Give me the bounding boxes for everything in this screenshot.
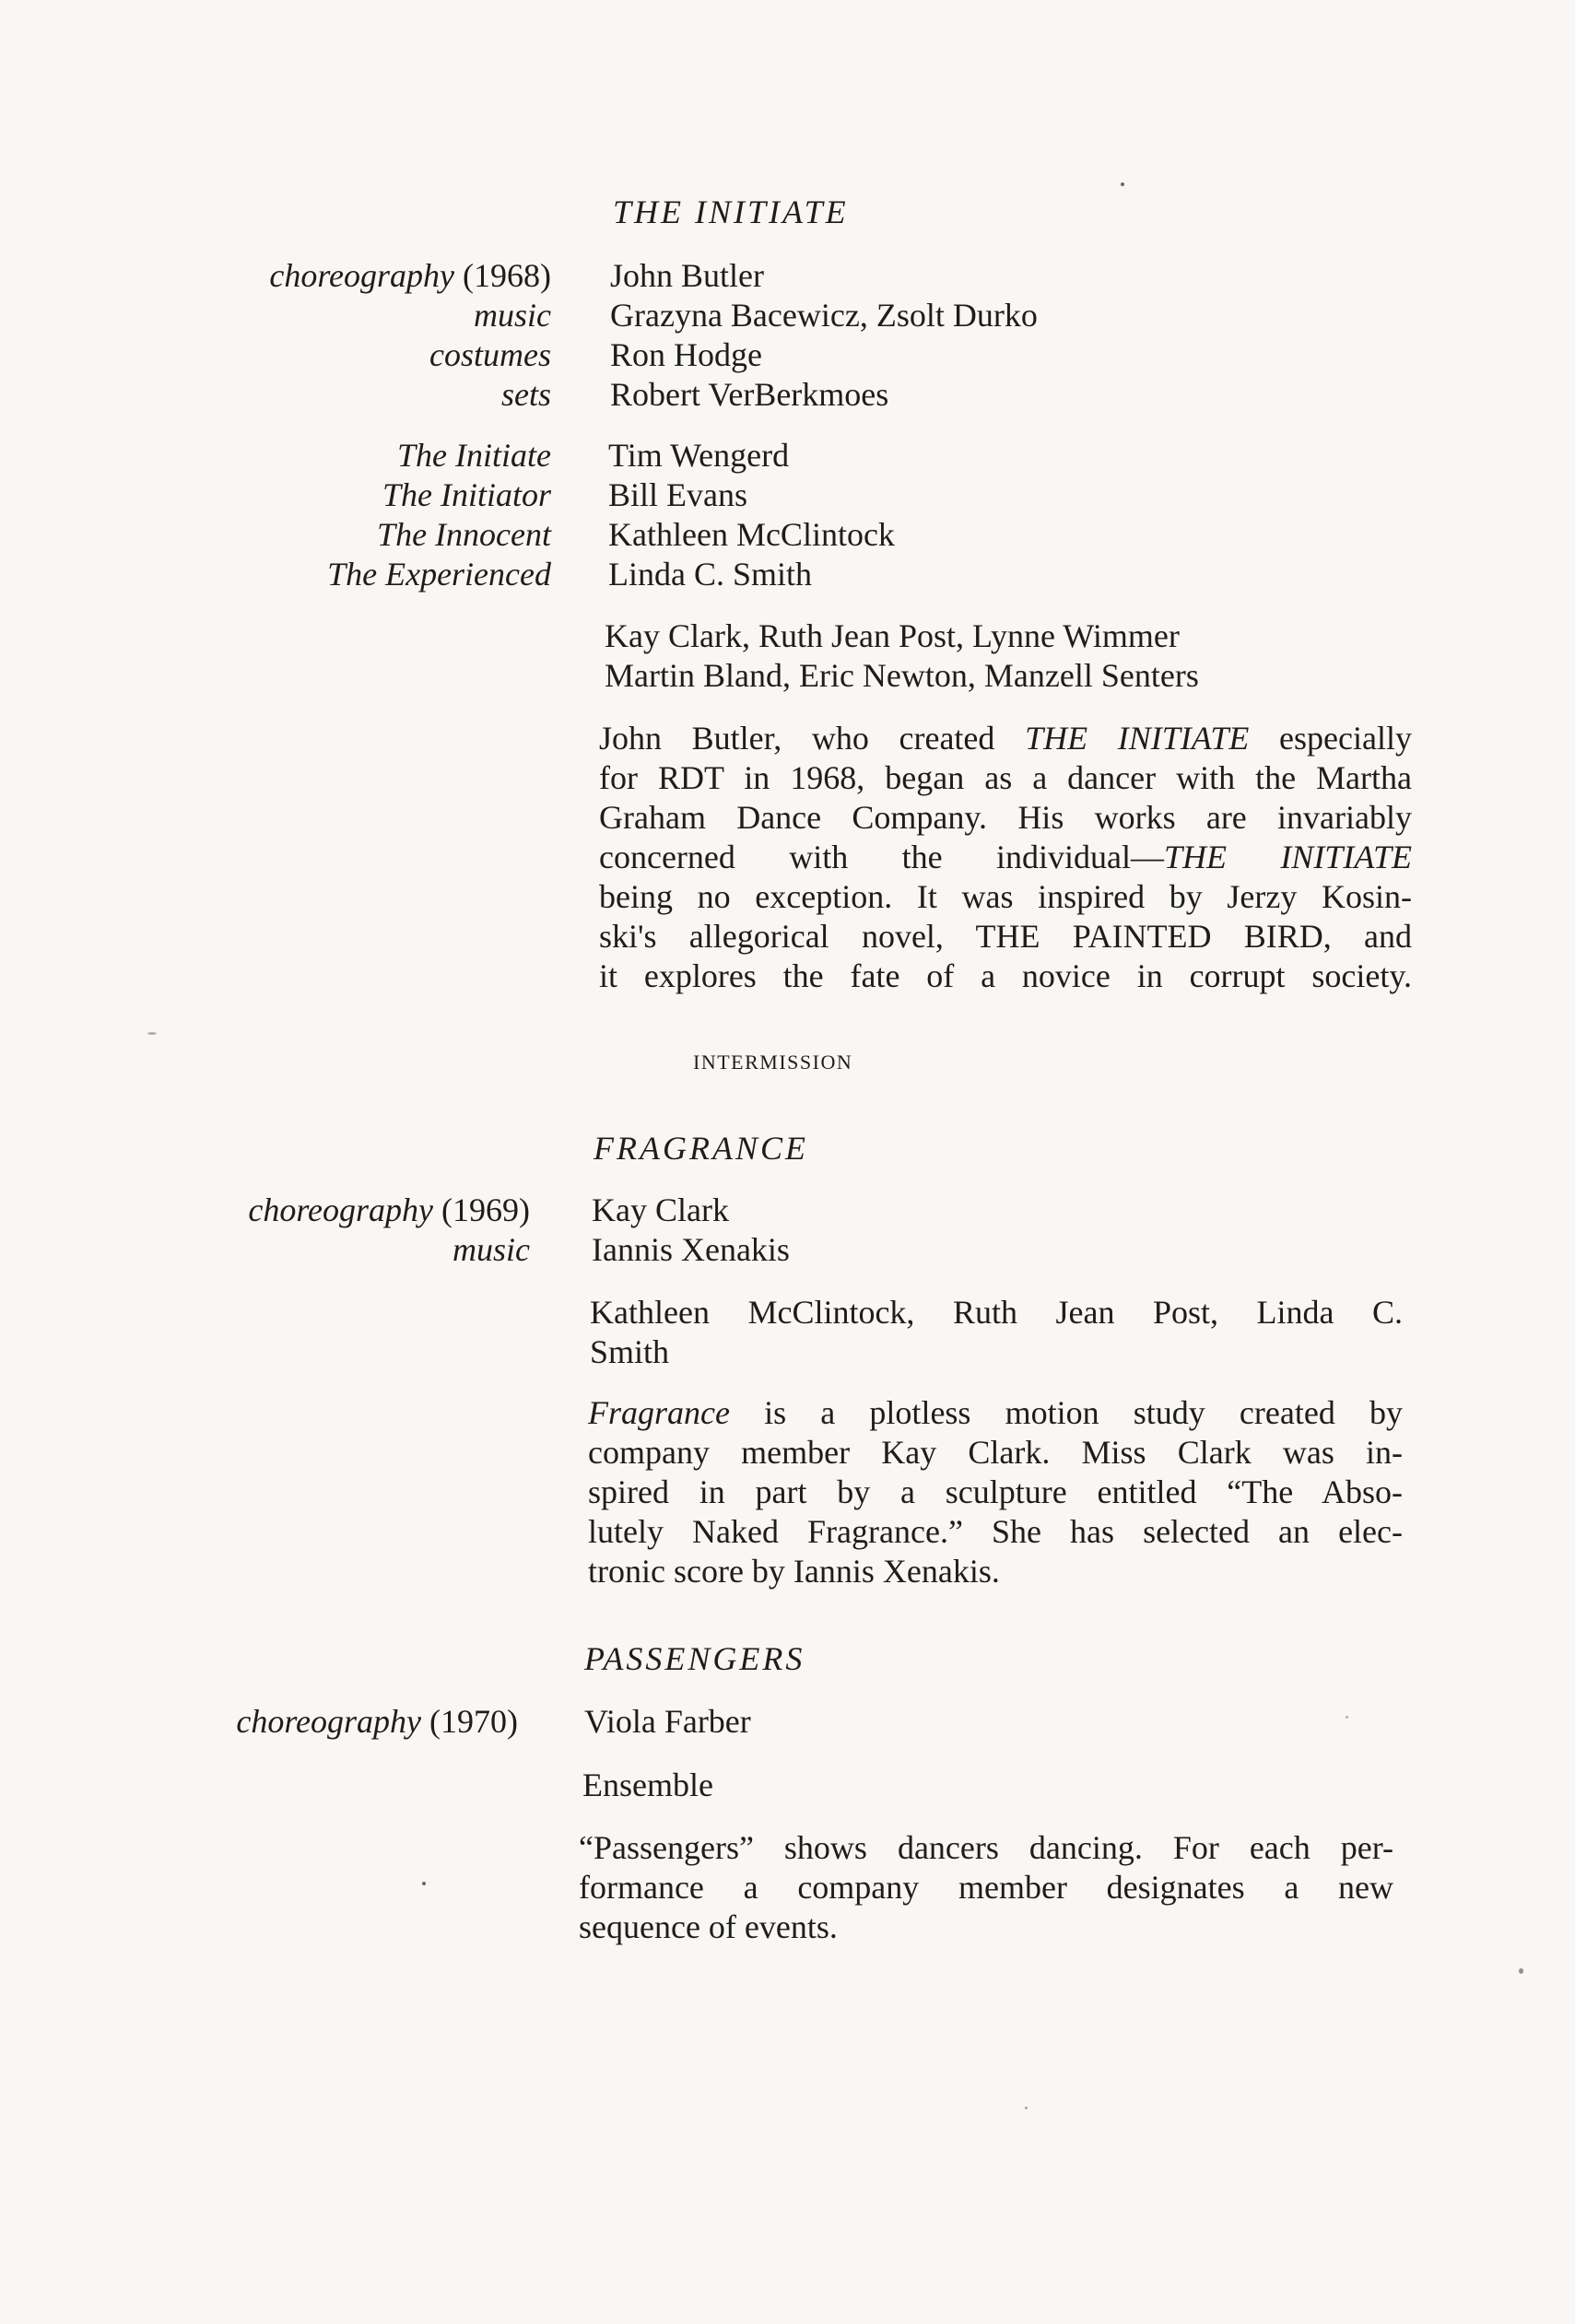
fragrance-description: Fragrance is a plotless motion study created by company member Kay Clark. Miss Clark was in- spired in part by a sculpture entitled “The Abso- lutely Naked Fragrance.” She has selected an elec- tronic score by Iannis Xenakis. bbox=[588, 1394, 1403, 1590]
initiate-title: THE INITIATE bbox=[613, 194, 849, 230]
role-label: The Initiate bbox=[397, 437, 551, 474]
fragrance-credit-labels bbox=[248, 1191, 530, 1270]
initiate-roles bbox=[327, 436, 551, 594]
fragrance-title: FRAGRANCE bbox=[594, 1130, 808, 1167]
initiate-role-dancers bbox=[608, 436, 895, 594]
initiate-credit-values bbox=[610, 256, 1038, 415]
credit-label-choreography: choreography (1970) bbox=[236, 1703, 518, 1740]
role-label: The Innocent bbox=[377, 516, 551, 553]
credit-label-sets: sets bbox=[501, 376, 551, 413]
passengers-title: PASSENGERS bbox=[584, 1640, 805, 1677]
passengers-dancers: Ensemble bbox=[582, 1766, 713, 1803]
passengers-credit-labels bbox=[236, 1702, 518, 1742]
paper-speck bbox=[1025, 2107, 1028, 2109]
passengers-credit-values bbox=[584, 1702, 751, 1742]
fragrance-credit-values bbox=[592, 1191, 790, 1270]
ensemble-line: Martin Bland, Eric Newton, Manzell Senters bbox=[605, 657, 1199, 694]
fragrance-dancers: Kathleen McClintock, Ruth Jean Post, Linda C. Smith bbox=[590, 1294, 1403, 1370]
initiate-description: John Butler, who created THE INITIATE especially for RDT in 1968, began as a dancer with the Martha Graham Dance Company. His works are invariably concerned with the individual—THE INITIATE being no exception. It was inspired by Jerzy Kosin- ski's allegorical novel, THE PAINTED BIRD, and it explores the fate of a novice in corrupt society. bbox=[599, 720, 1412, 994]
credit-value: Robert VerBerkmoes bbox=[610, 376, 889, 413]
role-dancer: Tim Wengerd bbox=[608, 437, 790, 474]
initiate-ensemble bbox=[605, 616, 1199, 696]
role-dancer: Kathleen McClintock bbox=[608, 516, 895, 553]
credit-value: Iannis Xenakis bbox=[592, 1231, 790, 1268]
passengers-description: “Passengers” shows dancers dancing. For each per- formance a company member designates a new sequence of events. bbox=[579, 1829, 1393, 1945]
role-dancer: Linda C. Smith bbox=[608, 556, 813, 593]
paper-speck bbox=[422, 1882, 426, 1885]
paper-speck bbox=[147, 1032, 157, 1035]
paper-speck bbox=[1519, 1968, 1523, 1974]
credit-label-music: music bbox=[453, 1231, 530, 1268]
credit-label-music: music bbox=[474, 297, 551, 334]
credit-value: Kay Clark bbox=[592, 1191, 729, 1228]
credit-value: Grazyna Bacewicz, Zsolt Durko bbox=[610, 297, 1038, 334]
credit-value: John Butler bbox=[610, 257, 764, 294]
role-dancer: Bill Evans bbox=[608, 476, 747, 513]
paper-speck bbox=[1346, 1716, 1348, 1719]
credit-label-costumes: costumes bbox=[429, 336, 551, 373]
role-label: The Experienced bbox=[327, 556, 551, 593]
paper-speck bbox=[1121, 182, 1124, 186]
credit-value: Ron Hodge bbox=[610, 336, 762, 373]
credit-label-choreography: choreography (1969) bbox=[248, 1191, 530, 1228]
role-label: The Initiator bbox=[382, 476, 551, 513]
intermission-heading: INTERMISSION bbox=[693, 1050, 853, 1074]
initiate-credit-labels bbox=[269, 256, 551, 415]
credit-label-choreography: choreography (1968) bbox=[269, 257, 551, 294]
ensemble-line: Kay Clark, Ruth Jean Post, Lynne Wimmer bbox=[605, 617, 1180, 654]
credit-value: Viola Farber bbox=[584, 1703, 751, 1740]
